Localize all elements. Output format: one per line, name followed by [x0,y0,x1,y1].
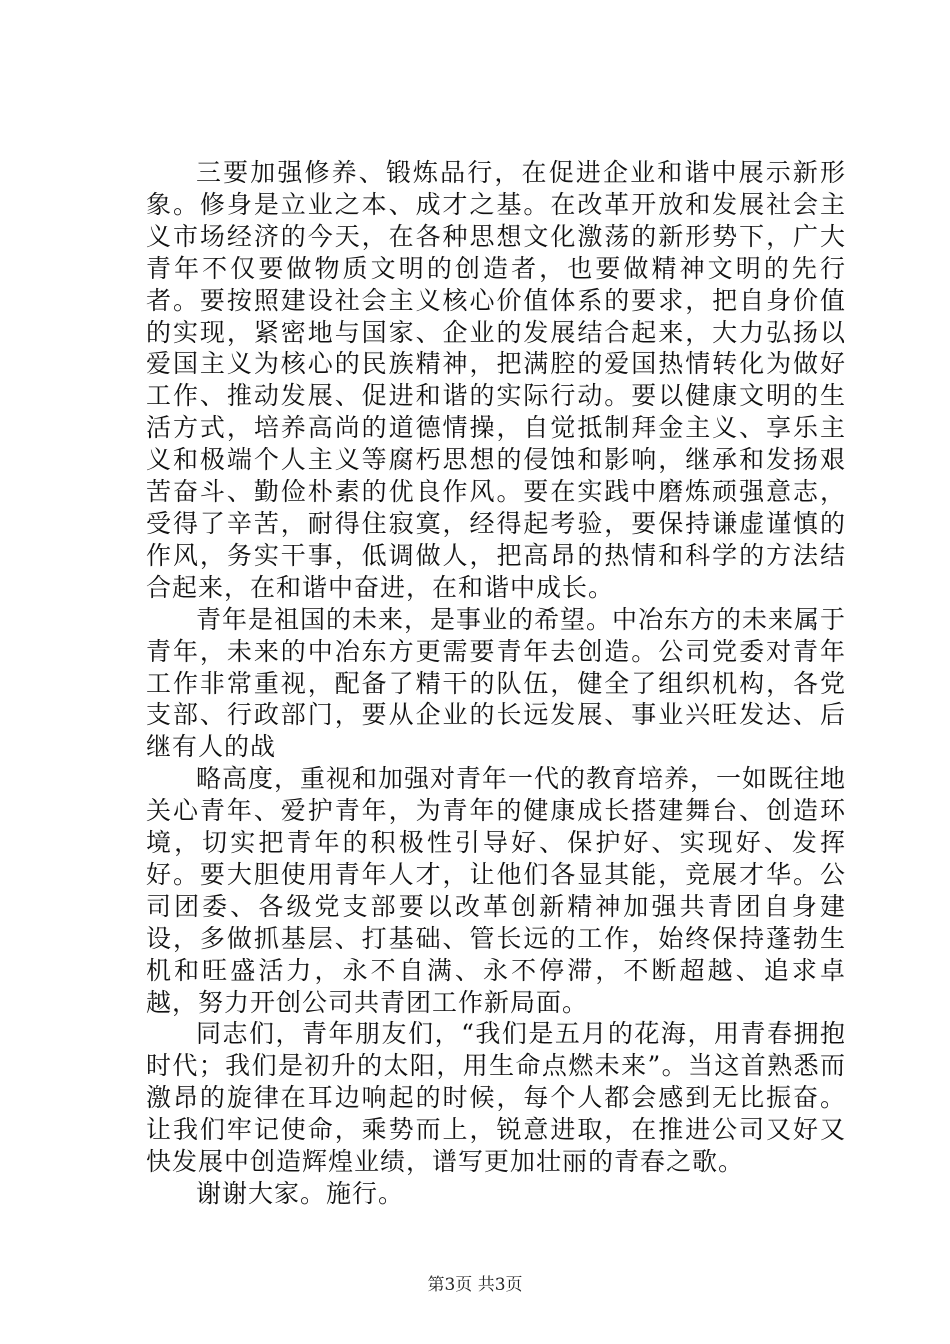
paragraph-youth-future: 青年是祖国的未来，是事业的希望。中冶东方的未来属于青年，未来的中冶东方更需要青年去创造。公司党委对青年工作非常重视，配备了精干的队伍，健全了组织机构，各党支部、行政部门，要从企业的长远发展、事业兴旺发达、后继有人的战 [146,604,847,762]
paragraph-thanks: 谢谢大家。施行。 [196,1179,405,1208]
paragraph-closing-appeal: 同志们，青年朋友们，“我们是五月的花海，用青春拥抱时代；我们是初升的太阳，用生命点燃未来”。当这首熟悉而激昂的旋律在耳边响起的时候，每个人都会感到无比振奋。让我们牢记使命，乘势而上，锐意进取，在推进公司又好又快发展中创造辉煌业绩，谱写更加壮丽的青春之歌。 [146,1019,846,1177]
paragraph-strategic-height: 略高度，重视和加强对青年一代的教育培养，一如既往地关心青年、爱护青年，为青年的健康成长搭建舞台、创造环境，切实把青年的积极性引导好、保护好、实现好、发挥好。要大胆使用青年人才，让他们各显其能，竞展才华。公司团委、各级党支部要以改革创新精神加强共青团自身建设，多做抓基层、打基础、管长远的工作，始终保持蓬勃生机和旺盛活力，永不自满、永不停滞，不断超越、追求卓越，努力开创公司共青团工作新局面。 [146,764,847,1017]
page-footer: 第3页 共3页 [427,1275,523,1295]
document-body [146,157,846,1210]
paragraph-self-cultivation: 三要加强修养、锻炼品行，在促进企业和谐中展示新形象。修身是立业之本、成才之基。在改革开放和发展社会主义市场经济的今天，在各种思想文化激荡的新形势下，广大青年不仅要做物质文明的创造者，也要做精神文明的先行者。要按照建设社会主义核心价值体系的要求，把自身价值的实现，紧密地与国家、企业的发展结合起来，大力弘扬以爱国主义为核心的民族精神，把满腔的爱国热情转化为做好工作、推动发展、促进和谐的实际行动。要以健康文明的生活方式，培养高尚的道德情操，自觉抵制拜金主义、享乐主义和极端个人主义等腐朽思想的侵蚀和影响，继承和发扬艰苦奋斗、勤俭朴素的优良作风。要在实践中磨炼顽强意志，受得了辛苦，耐得住寂寞，经得起考验，要保持谦虚谨慎的作风，务实干事，低调做人，把高昂的热情和科学的方法结合起来，在和谐中奋进，在和谐中成长。 [146,158,846,602]
